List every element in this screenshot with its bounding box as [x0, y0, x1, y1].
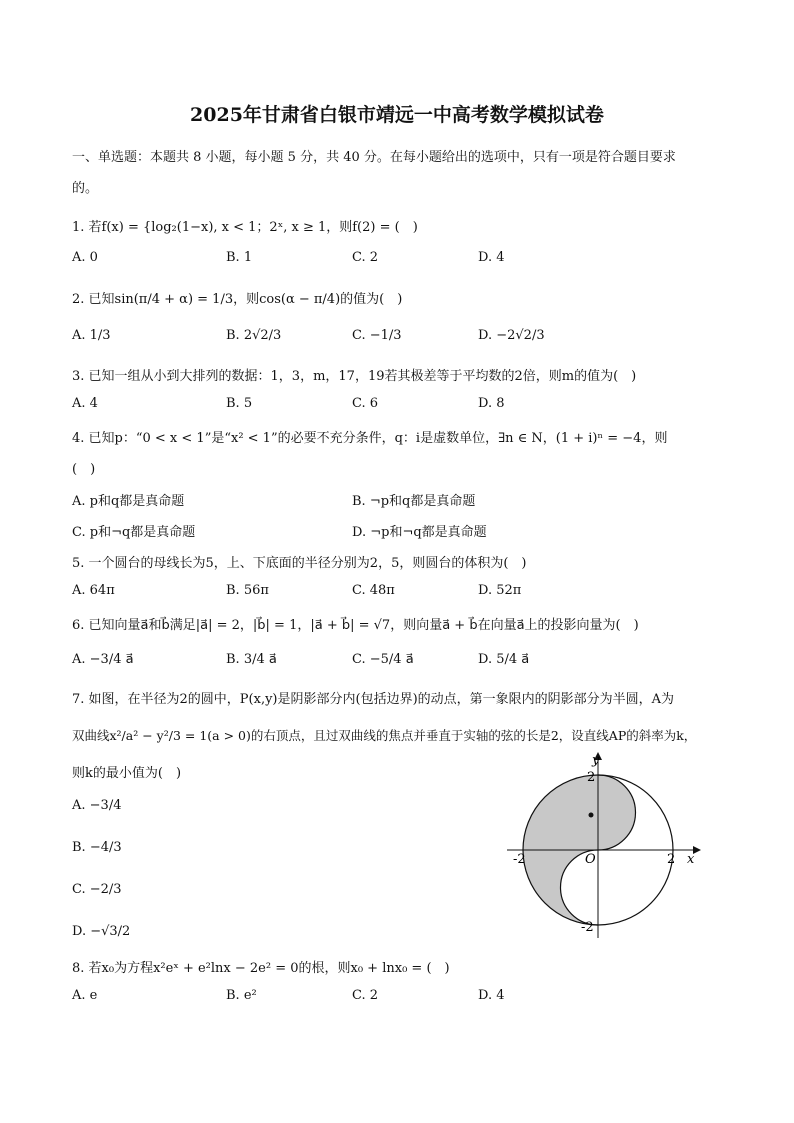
q3-option-a: A. 4	[72, 396, 98, 411]
q6-option-c: C. −5/4 a⃗	[352, 652, 414, 667]
q8-option-c: C. 2	[352, 988, 379, 1003]
x-tick-right: 2	[667, 852, 676, 867]
q7-yin-yang-diagram	[507, 750, 707, 940]
question-7-stem-line2: 双曲线x²/a² − y²/3 = 1(a > 0)的右顶点，且过双曲线的焦点并垂直于实轴的弦的长是2，设直线AP的斜率为k，	[72, 728, 697, 743]
question-4-stem: 4. 已知p：“0 < x < 1”是“x² < 1”的必要不充分条件，q：i是虚数单位，∃n ∈ N，(1 + i)ⁿ = −4，则	[72, 431, 668, 446]
q1-option-a: A. 0	[72, 250, 98, 265]
q7-option-c: C. −2/3	[72, 882, 122, 897]
q7-figure	[507, 750, 707, 944]
y-tick-bottom: -2	[581, 920, 594, 935]
q7-option-d: D. −√3/2	[72, 924, 131, 939]
question-5-stem: 5. 一个圆台的母线长为5，上、下底面的半径分别为2，5，则圆台的体积为( )	[72, 556, 527, 571]
q5-option-c: C. 48π	[352, 583, 395, 598]
question-7-stem-line3: 则k的最小值为( )	[72, 766, 182, 781]
q6-option-b: B. 3/4 a⃗	[226, 652, 277, 667]
question-1-stem: 1. 若f(x) = {log₂(1−x), x < 1；2ˣ, x ≥ 1，则f(2) = ( )	[72, 220, 418, 235]
q4-option-b: B. ¬p和q都是真命题	[352, 494, 476, 509]
q1-option-d: D. 4	[478, 250, 505, 265]
q4-option-c: C. p和¬q都是真命题	[72, 525, 196, 540]
section-heading-line2: 的。	[72, 181, 99, 196]
q7-option-b: B. −4/3	[72, 840, 122, 855]
q2-option-b: B. 2√2/3	[226, 328, 282, 343]
q2-option-c: C. −1/3	[352, 328, 402, 343]
x-axis-label: x	[687, 852, 695, 867]
paper-title: 2025年甘肃省白银市靖远一中高考数学模拟试卷	[190, 104, 604, 126]
q5-option-d: D. 52π	[478, 583, 522, 598]
q2-option-d: D. −2√2/3	[478, 328, 545, 343]
q8-option-d: D. 4	[478, 988, 505, 1003]
q2-option-a: A. 1/3	[72, 328, 111, 343]
q1-option-c: C. 2	[352, 250, 379, 265]
q1-option-b: B. 1	[226, 250, 253, 265]
q3-option-b: B. 5	[226, 396, 253, 411]
q5-option-b: B. 56π	[226, 583, 269, 598]
q6-option-a: A. −3/4 a⃗	[72, 652, 134, 667]
question-8-stem: 8. 若x₀为方程x²eˣ + e²lnx − 2e² = 0的根，则x₀ + lnx₀ = ( )	[72, 961, 450, 976]
q8-option-b: B. e²	[226, 988, 257, 1003]
section-heading-line1: 一、单选题：本题共 8 小题，每小题 5 分，共 40 分。在每小题给出的选项中，只有一项是符合题目要求	[72, 150, 676, 165]
question-4-stem-paren: ( )	[72, 462, 96, 477]
origin-label: O	[585, 852, 596, 867]
q3-option-d: D. 8	[478, 396, 505, 411]
q4-option-d: D. ¬p和¬q都是真命题	[352, 525, 487, 540]
question-6-stem: 6. 已知向量a⃗和b⃗满足|a⃗| = 2，|b⃗| = 1，|a⃗ + b⃗| = √7，则向量a⃗ + b⃗在向量a⃗上的投影向量为( )	[72, 618, 639, 633]
question-2-stem: 2. 已知sin(π/4 + α) = 1/3，则cos(α − π/4)的值为( )	[72, 292, 403, 307]
q3-option-c: C. 6	[352, 396, 379, 411]
q6-option-d: D. 5/4 a⃗	[478, 652, 530, 667]
q4-option-a: A. p和q都是真命题	[72, 494, 185, 509]
question-7-stem-line1: 7. 如图，在半径为2的圆中，P(x,y)是阴影部分内(包括边界)的动点，第一象限内的阴影部分为半圆，A为	[72, 692, 675, 707]
y-axis-label: y	[592, 753, 600, 768]
x-tick-left: -2	[513, 852, 526, 867]
q7-option-a: A. −3/4	[72, 798, 122, 813]
question-3-stem: 3. 已知一组从小到大排列的数据：1，3，m，17，19若其极差等于平均数的2倍，则m的值为( )	[72, 369, 637, 384]
q8-option-a: A. e	[72, 988, 98, 1003]
q5-option-a: A. 64π	[72, 583, 115, 598]
point-p	[589, 813, 594, 818]
y-tick-top: 2	[587, 770, 596, 785]
